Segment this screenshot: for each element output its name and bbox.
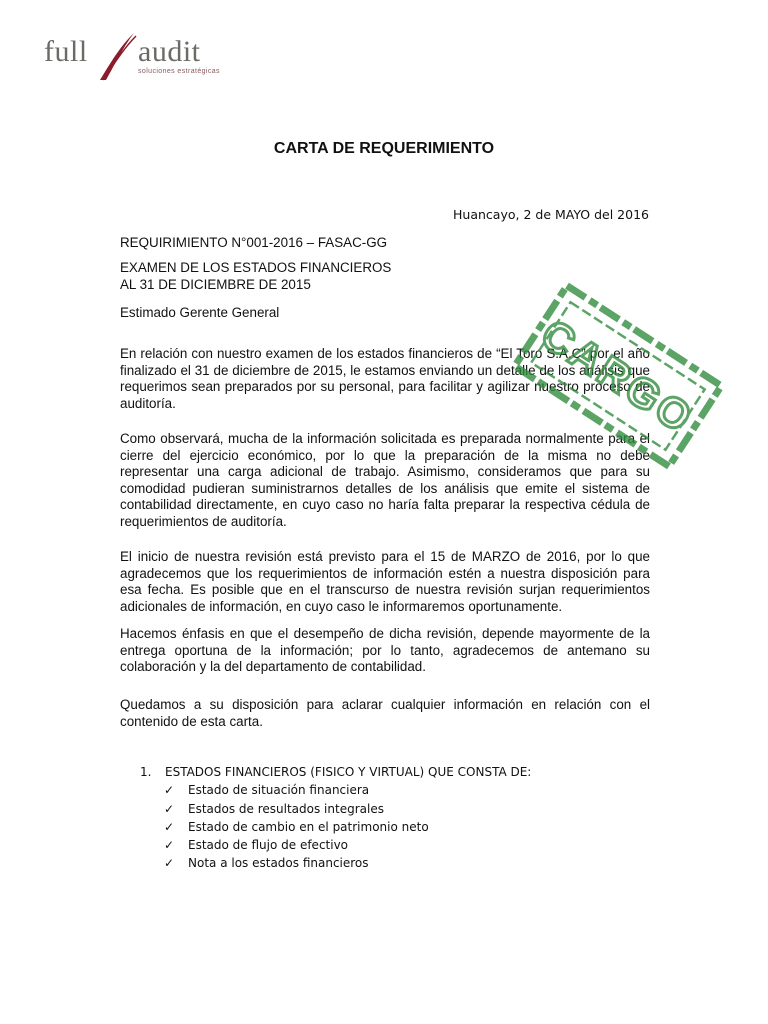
- list-heading-text: ESTADOS FINANCIEROS (FISICO Y VIRTUAL) QUE CONSTA DE:: [165, 765, 532, 779]
- company-logo: [42, 30, 242, 84]
- body-paragraph: El inicio de nuestra revisión está previsto para el 15 de MARZO de 2016, por lo que agradecemos que los requerimientos de información estén a nuestra disposición para esa fecha. Es posible que en el transcurso de nuestra revisión surjan requerimientos adicionales de información, en cuyo caso le informaremos oportunamente.: [120, 549, 650, 614]
- logo-text-full: full: [44, 35, 88, 68]
- logo-text-audit: audit: [138, 35, 201, 68]
- list-item: [140, 781, 570, 799]
- requirements-list: [140, 763, 570, 873]
- list-item-text: Estado de situación financiera: [188, 783, 370, 798]
- logo-slash-mark: [94, 30, 138, 84]
- svg-text:CARGO: CARGO: [533, 310, 703, 443]
- checkmark-icon: ✓: [164, 856, 175, 871]
- letter-date: Huancayo, 2 de MAYO del 2016: [453, 207, 649, 222]
- list-item: [140, 818, 570, 836]
- logo-tagline: soluciones estratégicas: [138, 68, 220, 75]
- checkmark-icon: ✓: [164, 801, 175, 816]
- list-item: [140, 800, 570, 818]
- list-item: [140, 836, 570, 854]
- list-heading: [140, 763, 570, 781]
- checkmark-icon: ✓: [164, 838, 175, 853]
- salutation: Estimado Gerente General: [120, 305, 280, 320]
- reference-number: REQUIRIMIENTO N°001-2016 – FASAC-GG: [120, 235, 388, 250]
- letter-title: CARTA DE REQUERIMIENTO: [273, 140, 495, 157]
- body-paragraph: Como observará, mucha de la información solicitada es preparada normalmente para el cierre del ejercicio económico, por lo que la preparación de la misma no debe representar una carga adicional de trabajo. Asimismo, consideramos que para su comodidad pudieran suministrarnos detalles de los análisis que emite el sistema de contabilidad directamente, en cuyo caso no haría falta preparar la respectiva cédula de requerimientos de auditoría.: [120, 431, 650, 529]
- list-item-text: Estado de flujo de efectivo: [188, 838, 349, 853]
- list-item-text: Nota a los estados financieros: [188, 856, 369, 871]
- list-item: [140, 854, 570, 872]
- list-item-text: Estado de cambio en el patrimonio neto: [188, 819, 429, 834]
- body-paragraph: En relación con nuestro examen de los estados financieros de “El Toro S.A.C” por el año finalizado el 31 de diciembre de 2015, le estamos enviando un detalle de los análisis que requerimos sean preparados por su personal, para facilitar y agilizar nuestro proceso de auditoría.: [120, 346, 650, 411]
- subject-line: EXAMEN DE LOS ESTADOS FINANCIEROS: [120, 260, 392, 275]
- checkmark-icon: ✓: [164, 783, 175, 798]
- subject-line: AL 31 DE DICIEMBRE DE 2015: [120, 276, 311, 292]
- body-paragraph: Quedamos a su disposición para aclarar cualquier información en relación con el contenido de esta carta.: [120, 697, 650, 729]
- list-item-text: Estados de resultados integrales: [188, 801, 384, 816]
- list-number: 1.: [140, 765, 152, 779]
- body-paragraph: Hacemos énfasis en que el desempeño de dicha revisión, depende mayormente de la entrega oportuna de la información; por lo tanto, agradecemos de antemano su colaboración y la del departamento de contabilidad.: [120, 626, 650, 674]
- checkmark-icon: ✓: [164, 819, 175, 834]
